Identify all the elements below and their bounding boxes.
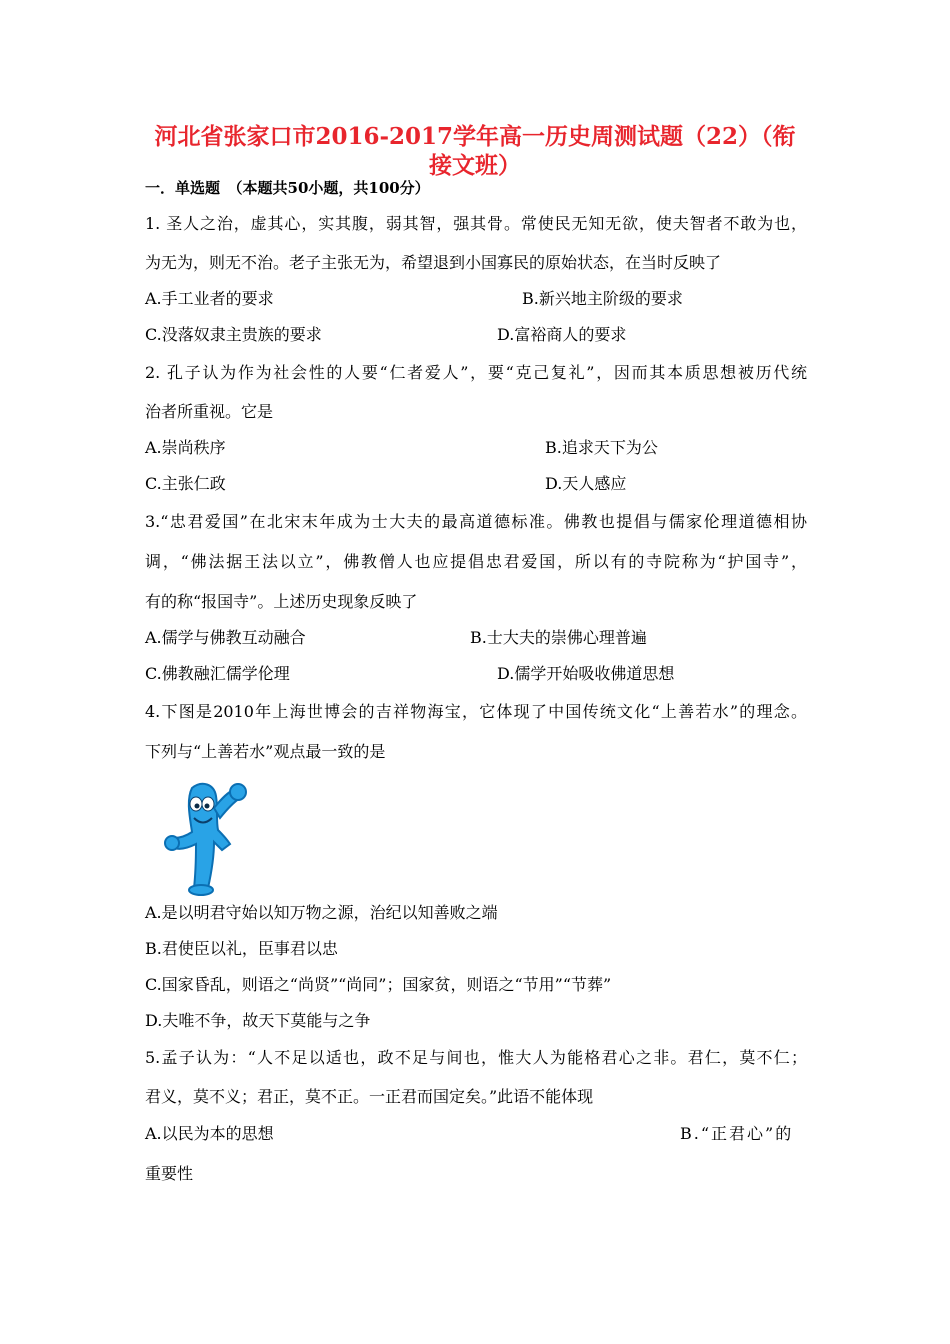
question-1-line-1: 1. 圣人之治，虚其心，实其腹，弱其智，强其骨。常使民无知无欲，使夫智者不敢为也， — [145, 214, 807, 233]
question-3-option-a: A.儒学与佛教互动融合 — [145, 628, 306, 647]
haibao-mascot-image — [158, 778, 258, 898]
question-5-option-a: A.以民为本的思想 — [145, 1124, 274, 1143]
question-5-line-1: 5.孟子认为：“人不足以适也，政不足与间也，惟大人为能格君心之非。君仁，莫不仁； — [145, 1048, 807, 1067]
question-2-option-a: A.崇尚秩序 — [145, 438, 226, 457]
question-3-option-b: B.士大夫的崇佛心理普遍 — [470, 628, 647, 647]
question-4-line-1: 4.下图是2010年上海世博会的吉祥物海宝，它体现了中国传统文化“上善若水”的理念。 — [145, 702, 807, 721]
question-1-option-c: C.没落奴隶主贵族的要求 — [145, 325, 322, 344]
question-1-option-b: B.新兴地主阶级的要求 — [522, 289, 683, 308]
section-header: 一．单选题 （本题共50小题，共100分） — [145, 179, 430, 197]
question-2-option-d: D.天人感应 — [545, 474, 627, 493]
question-4-option-d: D.夫唯不争，故天下莫能与之争 — [145, 1011, 371, 1030]
question-3-option-c: C.佛教融汇儒学伦理 — [145, 664, 290, 683]
question-4-option-a: A.是以明君守始以知万物之源，治纪以知善败之端 — [145, 903, 498, 922]
question-3-line-3: 有的称“报国寺”。上述历史现象反映了 — [145, 592, 418, 611]
question-3-line-2: 调，“佛法据王法以立”，佛教僧人也应提倡忠君爱国，所以有的寺院称为“护国寺”， — [145, 552, 807, 571]
question-5-option-b-continued: 重要性 — [145, 1164, 194, 1183]
question-2-option-c: C.主张仁政 — [145, 474, 226, 493]
question-2-option-b: B.追求天下为公 — [545, 438, 658, 457]
document-title: 河北省张家口市2016-2017学年高一历史周测试题（22）（衔接文班） — [154, 123, 796, 179]
question-5-option-b: B.“正君心”的 — [680, 1124, 794, 1143]
question-1-option-a: A.手工业者的要求 — [145, 289, 274, 308]
question-1-line-2: 为无为，则无不治。老子主张无为，希望退到小国寡民的原始状态，在当时反映了 — [145, 253, 722, 272]
question-2-line-1: 2. 孔子认为作为社会性的人要“仁者爱人”，要“克己复礼”，因而其本质思想被历代统 — [145, 363, 807, 382]
question-3-option-d: D.儒学开始吸收佛道思想 — [497, 664, 675, 683]
question-1-option-d: D.富裕商人的要求 — [497, 325, 627, 344]
question-5-line-2: 君义，莫不义；君正，莫不正。一正君而国定矣。”此语不能体现 — [145, 1087, 594, 1106]
question-3-line-1: 3.“忠君爱国”在北宋末年成为士大夫的最高道德标准。佛教也提倡与儒家伦理道德相协 — [145, 512, 807, 531]
question-4-option-b: B.君使臣以礼，臣事君以忠 — [145, 939, 338, 958]
question-2-line-2: 治者所重视。它是 — [145, 402, 274, 421]
question-4-line-2: 下列与“上善若水”观点最一致的是 — [145, 742, 386, 761]
question-4-option-c: C.国家昏乱，则语之“尚贤”“尚同”；国家贫，则语之“节用”“节葬” — [145, 975, 612, 994]
